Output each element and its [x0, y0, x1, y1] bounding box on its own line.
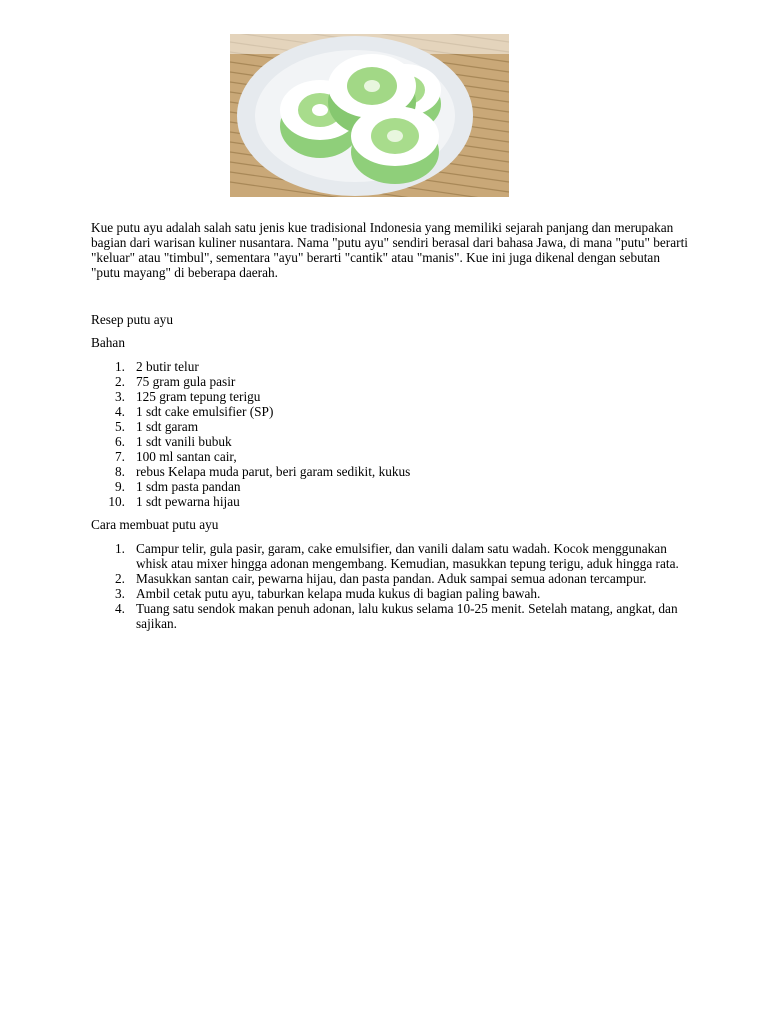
ingredients-heading: Bahan	[91, 335, 125, 350]
recipe-title: Resep putu ayu	[91, 312, 173, 327]
list-item: 4. Tuang satu sendok makan penuh adonan, lalu kukus selama 10-25 menit. Setelah matang, angkat, dan sajikan.	[115, 601, 678, 631]
list-item: 3. Ambil cetak putu ayu, taburkan kelapa muda kukus di bagian paling bawah.	[115, 586, 541, 601]
list-item: 1. 2 butir telur	[115, 359, 199, 374]
list-item: 2. 75 gram gula pasir	[115, 374, 236, 389]
list-item: 8. rebus Kelapa muda parut, beri garam sedikit, kukus	[115, 464, 411, 479]
list-item: 3. 125 gram tepung terigu	[115, 389, 261, 404]
list-item: 10. 1 sdt pewarna hijau	[108, 494, 240, 509]
list-item: 9. 1 sdm pasta pandan	[115, 479, 241, 494]
steps-list	[91, 541, 679, 631]
list-item: 7. 100 ml santan cair,	[115, 449, 237, 464]
list-item: 5. 1 sdt garam	[115, 419, 199, 434]
ingredients-list	[91, 359, 651, 509]
steps-heading: Cara membuat putu ayu	[91, 517, 219, 532]
intro-paragraph: Kue putu ayu adalah salah satu jenis kue tradisional Indonesia yang memiliki sejarah panjang dan merupakan bagian dari warisan kuliner nusantara. Nama "putu ayu" sendiri berasal dari bahasa Jawa, di mana "putu" berarti "keluar" atau "timbul", sementara "ayu" berarti "cantik" atau "manis". Kue ini juga dikenal dengan sebutan "putu mayang" di beberapa daerah.	[91, 220, 688, 280]
list-item: 2. Masukkan santan cair, pewarna hijau, dan pasta pandan. Aduk sampai semua adonan tercampur.	[115, 571, 647, 586]
putu-ayu-photo	[230, 34, 509, 197]
list-item: 4. 1 sdt cake emulsifier (SP)	[115, 404, 274, 419]
list-item: 1. Campur telir, gula pasir, garam, cake emulsifier, dan vanili dalam satu wadah. Kocok menggunakan whisk atau mixer hingga adonan mengembang. Kemudian, masukkan tepung terigu, aduk hingga rata.	[115, 541, 679, 571]
list-item: 6. 1 sdt vanili bubuk	[115, 434, 232, 449]
